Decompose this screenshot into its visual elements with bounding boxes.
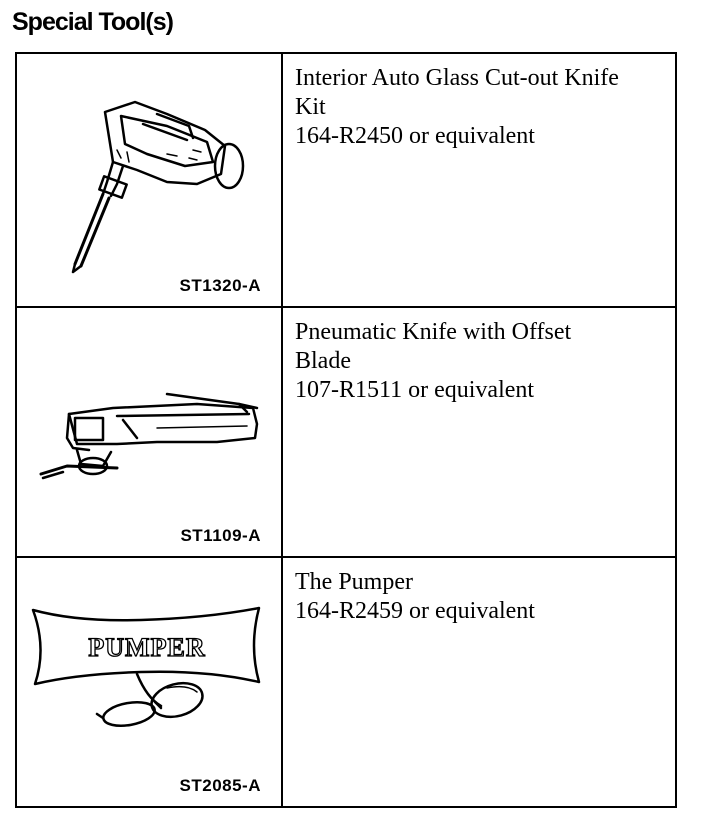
pneumatic-knife-icon	[17, 308, 281, 554]
tool-name: Interior Auto Glass Cut-out Knife	[295, 65, 619, 91]
special-tools-table	[15, 52, 677, 808]
tool-code: ST1109-A	[180, 526, 261, 545]
tool-code: ST2085-A	[179, 776, 261, 795]
tool-image-cell	[17, 308, 283, 556]
cut-out-knife-icon	[17, 54, 281, 304]
section-heading: Special Tool(s)	[12, 8, 173, 36]
tool-description	[295, 568, 667, 626]
tool-name-cont: Kit	[295, 94, 326, 120]
pumper-label: PUMPER	[88, 633, 206, 662]
tool-name-cont: Blade	[295, 348, 351, 374]
tool-description	[295, 64, 667, 151]
tool-row	[17, 54, 675, 308]
tool-part-number: 164-R2459 or equivalent	[295, 598, 535, 624]
tool-image-cell	[17, 558, 283, 806]
tool-row	[17, 308, 675, 558]
tool-name: Pneumatic Knife with Offset	[295, 319, 572, 345]
pumper-icon	[17, 558, 281, 802]
tool-part-number: 164-R2450 or equivalent	[295, 123, 535, 149]
tool-code: ST1320-A	[179, 276, 261, 295]
tool-description	[295, 318, 667, 405]
tool-image-cell	[17, 54, 283, 306]
tool-row	[17, 558, 675, 806]
tool-part-number: 107-R1511 or equivalent	[295, 377, 535, 403]
tool-name: The Pumper	[295, 569, 413, 595]
